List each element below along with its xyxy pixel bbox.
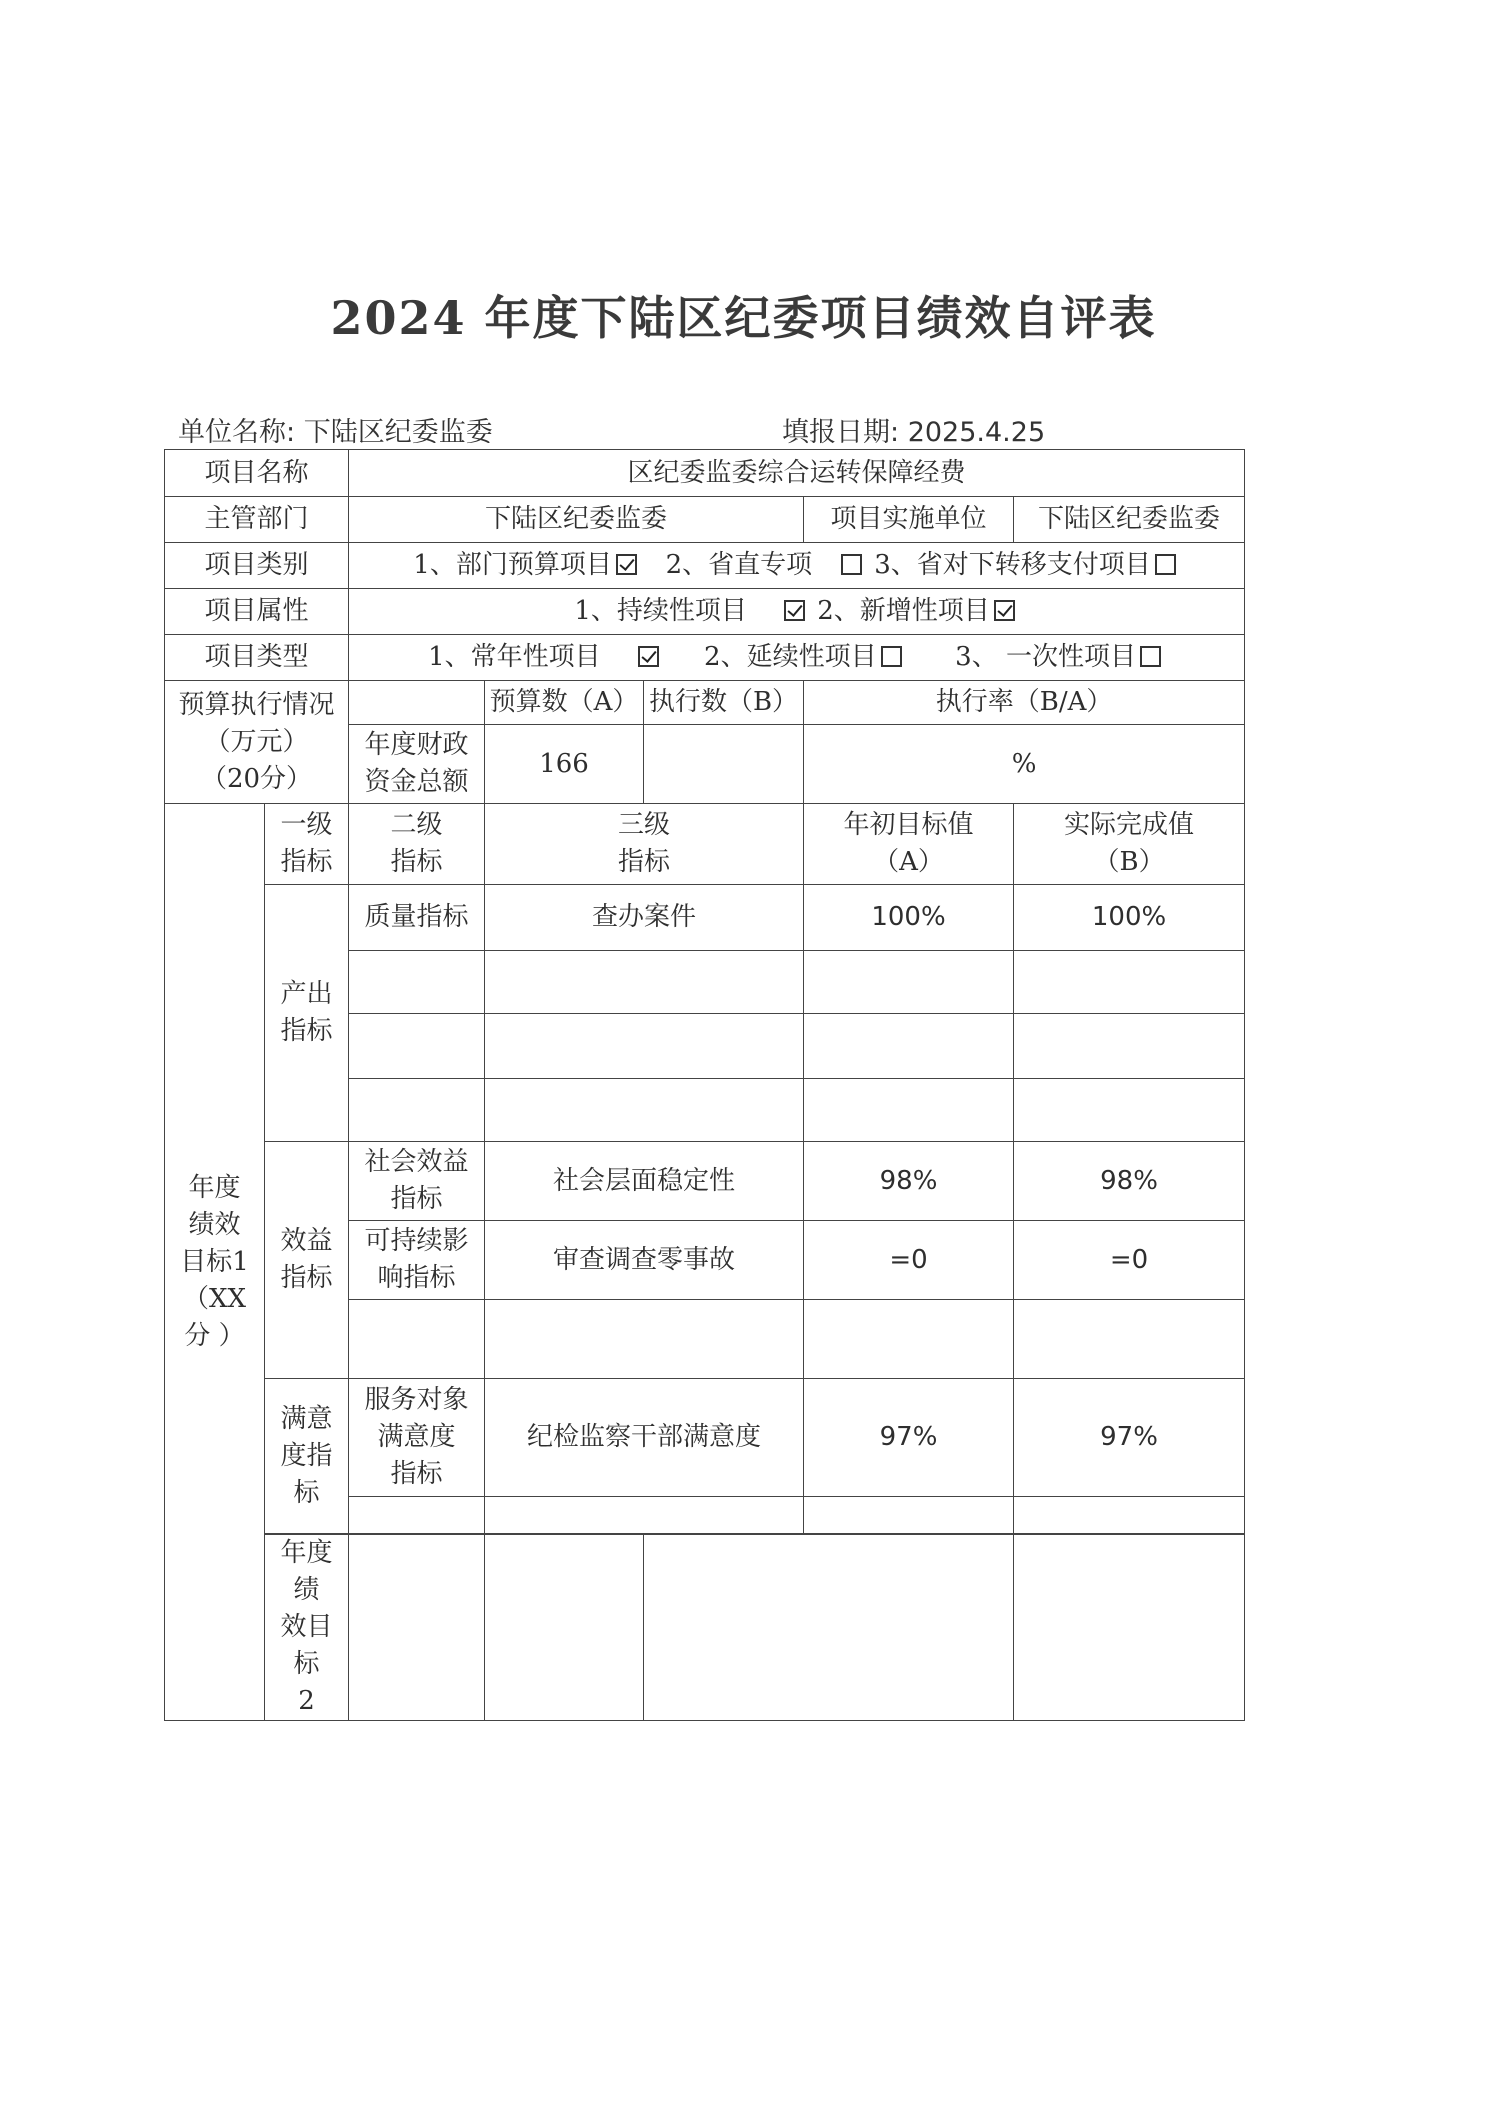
level2-cell: 服务对象 满意度 指标 <box>349 1379 485 1497</box>
page-title: 2024 年度下陆区纪委项目绩效自评表 <box>330 291 1157 345</box>
category-option-transfer: 3、省对下转移支付项目 <box>874 550 1180 580</box>
level2-cell <box>349 1079 485 1142</box>
benefit-indicator-label: 效益 指标 <box>265 1142 349 1379</box>
project-category-row <box>165 543 1245 589</box>
type-option-onetime: 3、 一次性项目 <box>955 642 1165 672</box>
actual-cell: =0 <box>1014 1221 1245 1300</box>
level2-cell: 社会效益 指标 <box>349 1142 485 1221</box>
department-row <box>165 497 1245 543</box>
empty-checkbox-icon <box>1140 646 1161 667</box>
actual-cell: 100% <box>1014 885 1245 951</box>
fill-date-line <box>782 410 1045 449</box>
level3-cell <box>485 951 804 1014</box>
level2-cell <box>349 1014 485 1079</box>
goal2-level3-cell <box>644 1535 1014 1721</box>
target-cell: 97% <box>804 1379 1014 1497</box>
indicator-header-row <box>165 804 1245 885</box>
executed-amount-value <box>644 725 804 804</box>
target-cell <box>804 1079 1014 1142</box>
goal2-target-cell <box>1014 1535 1245 1721</box>
project-type-label: 项目类型 <box>165 635 349 681</box>
level3-cell <box>485 1300 804 1379</box>
attribute-option-continuous: 1、持续性项目 <box>574 596 809 626</box>
target-cell <box>804 1300 1014 1379</box>
level3-cell: 社会层面稳定性 <box>485 1142 804 1221</box>
level3-cell <box>485 1014 804 1079</box>
goal2-level2-cell <box>485 1535 644 1721</box>
project-type-options <box>349 635 1245 681</box>
project-category-label: 项目类别 <box>165 543 349 589</box>
implementing-unit-value: 下陆区纪委监委 <box>1014 497 1245 543</box>
level1-header: 一级 指标 <box>265 804 349 885</box>
level3-cell <box>485 1497 804 1534</box>
budget-header-row <box>165 681 1245 725</box>
actual-cell: 98% <box>1014 1142 1245 1221</box>
executed-amount-header: 执行数（B） <box>644 681 804 725</box>
project-attribute-label: 项目属性 <box>165 589 349 635</box>
type-option-extended: 2、延续性项目 <box>704 642 906 672</box>
target-cell <box>804 1497 1014 1534</box>
level3-cell: 审查调查零事故 <box>485 1221 804 1300</box>
goal2-level1-cell <box>349 1535 485 1721</box>
actual-cell <box>1014 1497 1245 1534</box>
project-name-label: 项目名称 <box>165 450 349 497</box>
unit-name-line <box>178 410 493 449</box>
attribute-option-new: 2、新增性项目 <box>817 596 1019 626</box>
fill-date-value: 2025.4.25 <box>907 417 1046 448</box>
table-row <box>165 1379 1245 1497</box>
project-name-row <box>165 450 1245 497</box>
level3-cell: 查办案件 <box>485 885 804 951</box>
table-row <box>165 885 1245 951</box>
output-indicator-label: 产出 指标 <box>265 885 349 1142</box>
level2-cell <box>349 1300 485 1379</box>
execution-rate-value: % <box>804 725 1245 804</box>
project-attribute-options <box>349 589 1245 635</box>
budget-section-label: 预算执行情况 （万元） （20分） <box>165 681 349 804</box>
checked-checkbox-icon <box>994 600 1015 621</box>
project-name-value: 区纪委监委综合运转保障经费 <box>349 450 1245 497</box>
unit-name-value: 下陆区纪委监委 <box>303 417 493 448</box>
target-value-header: 年初目标值 （A） <box>804 804 1014 885</box>
actual-cell <box>1014 1014 1245 1079</box>
actual-cell <box>1014 1079 1245 1142</box>
checked-checkbox-icon <box>784 600 805 621</box>
level2-cell <box>349 1497 485 1534</box>
empty-checkbox-icon <box>881 646 902 667</box>
target-cell: 100% <box>804 885 1014 951</box>
checked-checkbox-icon <box>638 646 659 667</box>
level3-cell <box>485 1079 804 1142</box>
level2-header: 二级 指标 <box>349 804 485 885</box>
project-attribute-row <box>165 589 1245 635</box>
actual-cell <box>1014 1300 1245 1379</box>
level3-header: 三级 指标 <box>485 804 804 885</box>
actual-cell <box>1014 951 1245 1014</box>
actual-value-header: 实际完成值 （B） <box>1014 804 1245 885</box>
type-option-annual: 1、常年性项目 <box>428 642 663 672</box>
category-option-provincial: 2、省直专项 <box>666 550 866 580</box>
empty-checkbox-icon <box>1155 554 1176 575</box>
implementing-unit-label: 项目实施单位 <box>804 497 1014 543</box>
actual-cell: 97% <box>1014 1379 1245 1497</box>
department-value: 下陆区纪委监委 <box>349 497 804 543</box>
self-evaluation-table <box>164 449 1245 1721</box>
fill-date-label: 填报日期: <box>782 417 900 448</box>
target-cell <box>804 951 1014 1014</box>
unit-name-label: 单位名称: <box>178 417 296 448</box>
level3-cell: 纪检监察干部满意度 <box>485 1379 804 1497</box>
level2-cell: 可持续影 响指标 <box>349 1221 485 1300</box>
satisfaction-indicator-label: 满意 度指 标 <box>265 1379 349 1534</box>
level2-cell: 质量指标 <box>349 885 485 951</box>
annual-goal-1-label: 年度 绩效 目标1 （XX 分 ） <box>165 804 265 1721</box>
budget-blank-header <box>349 681 485 725</box>
target-cell: =0 <box>804 1221 1014 1300</box>
department-label: 主管部门 <box>165 497 349 543</box>
annual-goal-2-row <box>165 1535 1245 1721</box>
target-cell <box>804 1014 1014 1079</box>
budget-amount-header: 预算数（A） <box>485 681 644 725</box>
project-type-row <box>165 635 1245 681</box>
level2-cell <box>349 951 485 1014</box>
execution-rate-header: 执行率（B/A） <box>804 681 1245 725</box>
project-category-options <box>349 543 1245 589</box>
budget-amount-value: 166 <box>485 725 644 804</box>
annual-funds-label: 年度财政 资金总额 <box>349 725 485 804</box>
table-row <box>165 1142 1245 1221</box>
checked-checkbox-icon <box>616 554 637 575</box>
category-option-dept-budget: 1、部门预算项目 <box>413 550 641 580</box>
empty-checkbox-icon <box>841 554 862 575</box>
target-cell: 98% <box>804 1142 1014 1221</box>
annual-goal-2-label: 年度绩 效目标 2 <box>265 1535 349 1721</box>
